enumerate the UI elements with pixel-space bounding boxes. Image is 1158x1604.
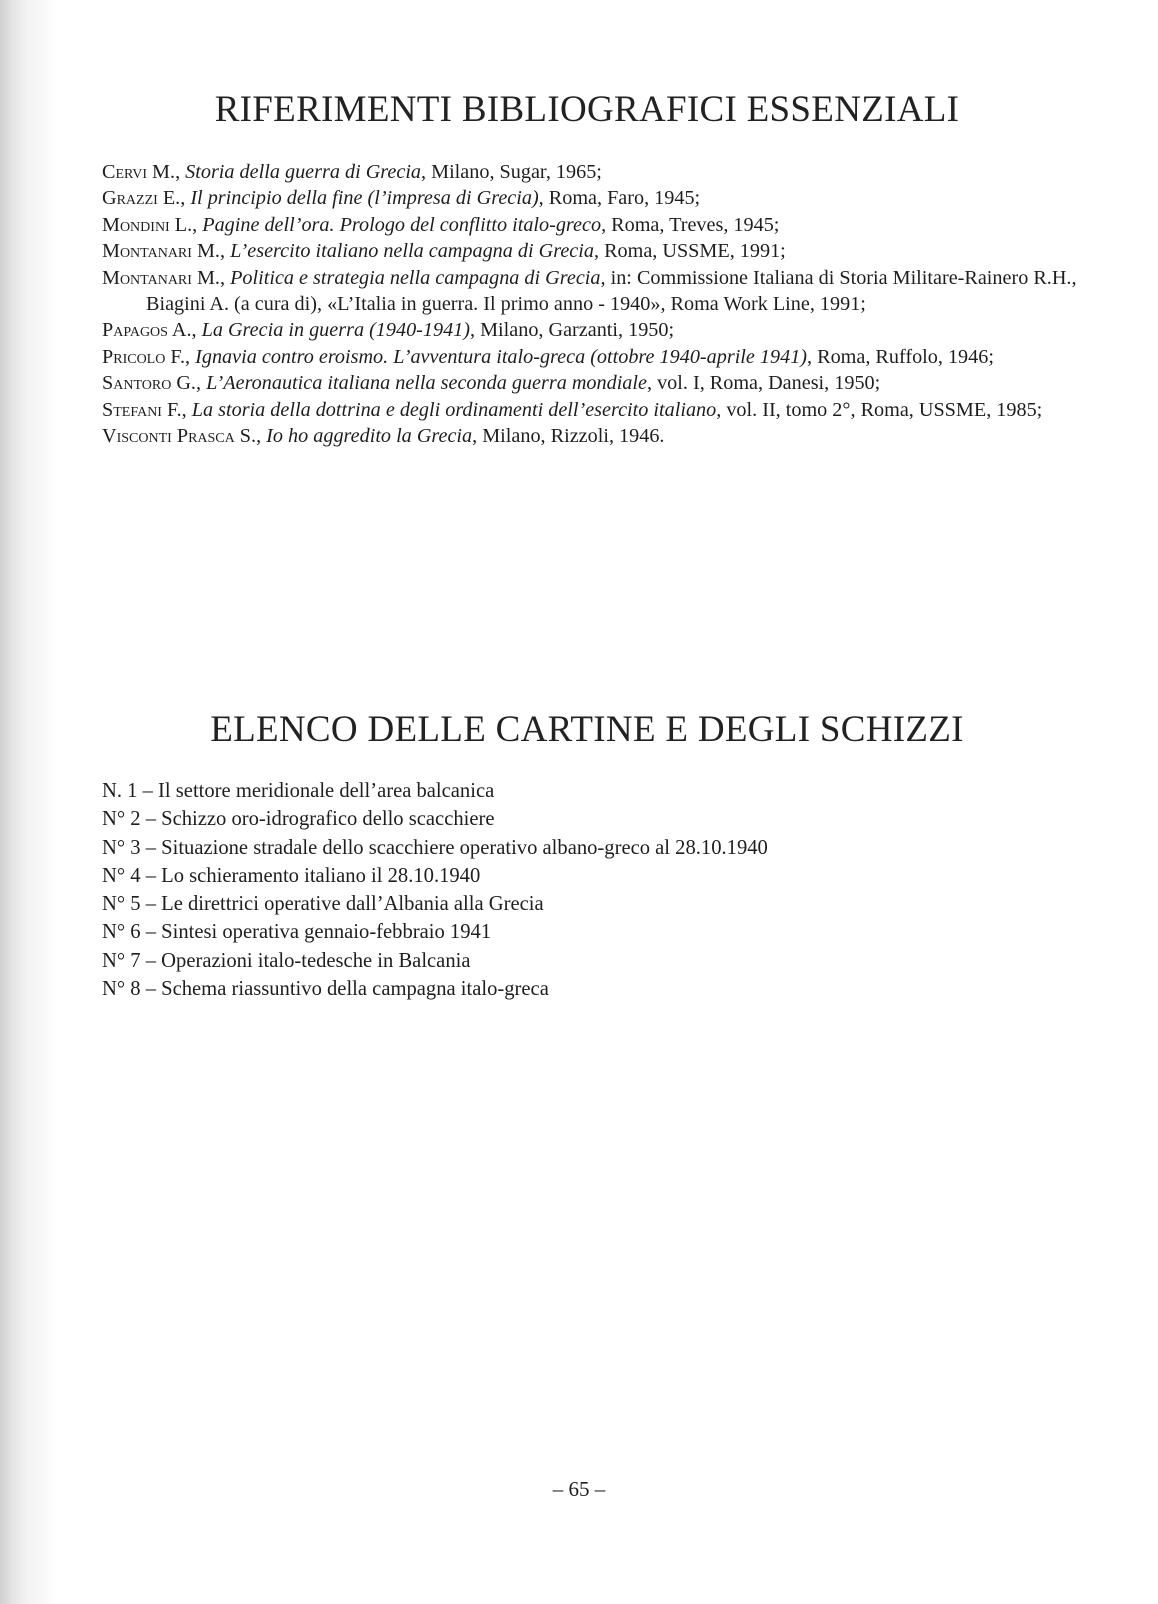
map-entry: N° 5 – Le direttrici operative dall’Albania alla Grecia [102, 893, 544, 916]
entry-separator: , [185, 345, 196, 368]
entry-author: Grazzi E. [102, 187, 181, 210]
map-entry: N° 2 – Schizzo oro-idrografico dello scacchiere [102, 808, 495, 831]
entry-separator: , [219, 240, 231, 263]
bibliography-entry [102, 238, 1092, 264]
entry-title: Pagine dell’ora. Prologo del conflitto italo-greco [202, 213, 602, 236]
entry-publication: , Milano, Rizzoli, 1946. [472, 425, 665, 448]
entry-author: Papagos A. [102, 319, 192, 342]
bibliography-heading: RIFERIMENTI BIBLIOGRAFICI ESSENZIALI [214, 89, 960, 130]
entry-author: Montanari M. [102, 240, 220, 263]
entry-separator: , [219, 266, 231, 289]
entry-author: Montanari M. [102, 266, 220, 289]
entry-separator: , [181, 398, 192, 421]
binding-shadow [0, 0, 58, 1604]
maps-heading: ELENCO DELLE CARTINE E DEGLI SCHIZZI [210, 709, 964, 750]
entry-publication: , vol. I, Roma, Danesi, 1950; [646, 372, 881, 395]
entry-title: Storia della guerra di Grecia [185, 161, 422, 183]
entry-author: Santoro G. [102, 372, 196, 395]
bibliography-entry [102, 265, 1092, 318]
bibliography-list [102, 159, 1092, 449]
entry-title: L’Aeronautica italiana nella seconda guerra mondiale [206, 372, 647, 395]
bibliography-entry [102, 159, 1092, 185]
entry-title: Politica e strategia nella campagna di Grecia [230, 266, 601, 289]
map-entry: N° 8 – Schema riassuntivo della campagna italo-greca [102, 978, 549, 1001]
entry-separator: , [191, 319, 202, 342]
entry-separator: , [180, 187, 191, 210]
entry-separator: , [175, 161, 186, 183]
map-entry: N° 3 – Situazione stradale dello scacchiere operativo albano-greco al 28.10.1940 [102, 836, 768, 859]
entry-title: Io ho aggredito la Grecia [266, 425, 473, 448]
bibliography-entry [102, 344, 1092, 370]
map-entry: N° 7 – Operazioni italo-tedesche in Balcania [102, 949, 471, 972]
entry-separator: , [195, 372, 207, 395]
entry-title: La Grecia in guerra (1940-1941) [201, 319, 471, 342]
entry-author: Mondini L. [102, 213, 193, 236]
entry-author: Visconti Prasca S. [102, 425, 257, 448]
entry-publication: , vol. II, tomo 2°, Roma, USSME, 1985; [716, 398, 1043, 421]
entry-publication: , in: Commissione Italiana di Storia Militare-Rainero R.H., Biagini A. (a cura di), «L’Italia in guerra. Il primo anno - 1940», Roma Work Line, 1991; [146, 266, 1077, 316]
entry-publication: , Milano, Sugar, 1965; [421, 161, 602, 183]
bibliography-entry [102, 423, 1092, 449]
page-number: – 65 – [552, 1477, 606, 1501]
bibliography-entry [102, 185, 1092, 211]
entry-title: L’esercito italiano nella campagna di Grecia [230, 240, 594, 263]
maps-list [102, 777, 1002, 1003]
entry-title: La storia della dottrina e degli ordinamenti dell’esercito italiano [191, 398, 717, 421]
entry-publication: , Roma, Ruffolo, 1946; [807, 345, 994, 368]
entry-publication: , Roma, USSME, 1991; [593, 240, 786, 263]
entry-separator: , [192, 213, 203, 236]
bibliography-entry [102, 370, 1092, 396]
entry-publication: , Roma, Faro, 1945; [538, 187, 701, 210]
map-entry: N° 6 – Sintesi operativa gennaio-febbraio 1941 [102, 921, 492, 944]
entry-title: Ignavia contro eroismo. L’avventura italo-greca (ottobre 1940-aprile 1941) [195, 345, 808, 368]
entry-publication: , Roma, Treves, 1945; [601, 213, 780, 236]
bibliography-entry [102, 397, 1092, 423]
bibliography-entry [102, 317, 1092, 343]
entry-separator: , [256, 425, 267, 448]
map-entry: N° 4 – Lo schieramento italiano il 28.10.1940 [102, 864, 481, 887]
map-entry: N. 1 – Il settore meridionale dell’area balcanica [102, 780, 495, 802]
entry-title: Il principio della fine (l’impresa di Grecia) [190, 187, 539, 210]
entry-author: Pricolo F. [102, 345, 186, 368]
entry-author: Stefani F. [102, 398, 182, 421]
entry-publication: , Milano, Garzanti, 1950; [470, 319, 675, 342]
entry-author: Cervi M. [102, 161, 176, 183]
bibliography-entry [102, 212, 1092, 238]
